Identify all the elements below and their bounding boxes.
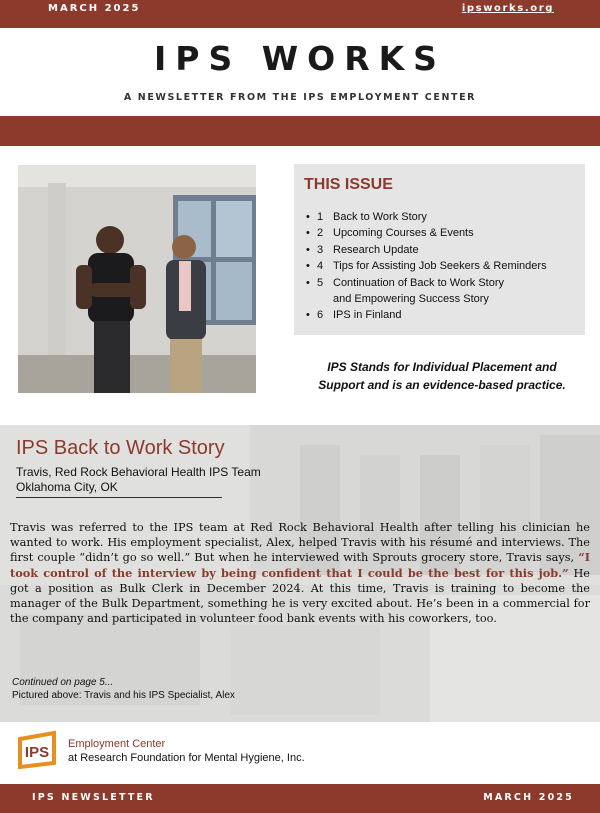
back-to-work-story — [0, 425, 600, 722]
org-name: Employment Center — [68, 738, 166, 750]
this-issue-panel — [294, 164, 585, 335]
footer-newsletter-label: IPS NEWSLETTER — [32, 792, 155, 803]
masthead — [0, 28, 600, 116]
story-body: Travis was referred to the IPS team at Red Rock Behavioral Health after telling his clinician he wanted to work. His employment specialist, Alex, helped Travis with his résumé and interviews. The first couple “didn’t go so well.” But when he interviewed with Sprouts grocery store, Travis says, “I took control of the interview by being confident that I could be the best for this job.” He got a position as Bulk Clerk in December 2024. At this time, Travis is training to become the manager of the Bulk Department, something he is very excited about. He’s been in a commercial for the company and participated in volunteer food bank events with his coworkers, too. — [10, 521, 590, 626]
header-date: MARCH 2025 — [48, 3, 141, 14]
issue-item[interactable]: • 1 Back to Work Story — [306, 211, 427, 223]
issue-list — [306, 209, 547, 324]
organization-footer — [0, 722, 600, 784]
top-bar — [0, 0, 600, 28]
website-link[interactable]: ipsworks.org — [461, 3, 554, 14]
header-band — [0, 116, 600, 146]
travis-and-alex-photo — [18, 165, 256, 393]
svg-text:IPS: IPS — [24, 744, 50, 761]
ips-logo — [16, 729, 58, 771]
newsletter-title: IPS WORKS — [154, 39, 446, 78]
continued-note: Continued on page 5... — [12, 677, 114, 688]
issue-item-continuation: and Empowering Success Story — [333, 293, 489, 306]
story-quote: “I took control of the interview by being confident that I could be the best for this job.” — [10, 550, 590, 580]
story-byline: Travis, Red Rock Behavioral Health IPS Team Oklahoma City, OK — [16, 465, 261, 494]
issue-item[interactable]: • 4 Tips for Assisting Job Seekers & Reminders — [306, 260, 547, 273]
this-issue-heading: THIS ISSUE — [304, 176, 393, 193]
newsletter-subtitle: A NEWSLETTER FROM THE IPS EMPLOYMENT CENTER — [123, 92, 477, 103]
issue-item[interactable]: • 3 Research Update — [306, 243, 419, 256]
org-affiliation: at Research Foundation for Mental Hygiene, Inc. — [68, 752, 305, 764]
issue-item[interactable]: • 2 Upcoming Courses & Events — [306, 227, 474, 240]
ips-tagline: IPS Stands for Individual Placement and Support and is an evidence-based practice. — [318, 360, 566, 392]
bottom-bar — [0, 784, 600, 813]
byline-divider — [16, 497, 222, 498]
issue-item[interactable]: • 6 IPS in Finland — [306, 309, 402, 322]
story-heading: IPS Back to Work Story — [16, 437, 225, 459]
footer-date: MARCH 2025 — [483, 792, 574, 803]
photo-caption: Pictured above: Travis and his IPS Specialist, Alex — [12, 690, 235, 701]
issue-item[interactable]: • 5 Continuation of Back to Work Story — [306, 276, 504, 289]
